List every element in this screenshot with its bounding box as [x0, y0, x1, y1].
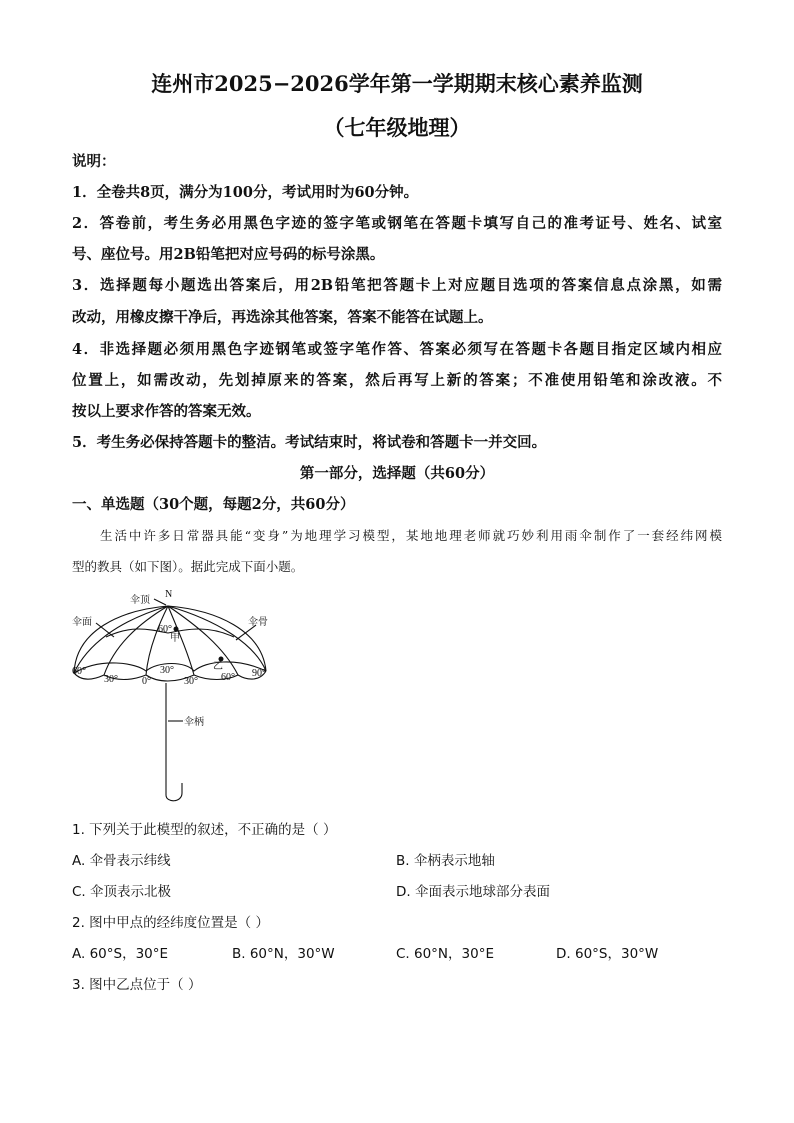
instruction-line: 3．选择题每小题选出答案后，用2B铅笔把答题卡上对应题目选项的答案信息点涂黑，如需	[72, 277, 722, 294]
top-label: 伞顶	[130, 595, 150, 606]
lat30-label: 30°	[160, 665, 174, 676]
question-option: A. 60°S，30°E	[72, 946, 169, 962]
lon-label: 30°	[184, 676, 198, 687]
rib-label: 伞骨	[248, 617, 268, 628]
instruction-line: 5．考生务必保持答题卡的整洁。考试结束时，将试卷和答题卡一并交回。	[72, 434, 547, 451]
instruction-line: 1．全卷共8页，满分为100分，考试用时为60分钟。	[72, 184, 419, 201]
intro-line: 型的教具（如下图）。据此完成下面小题。	[72, 559, 304, 574]
label-leader	[96, 623, 114, 637]
instruction-line: 按以上要求作答的答案无效。	[72, 403, 261, 420]
lon-label: 0°	[142, 676, 151, 687]
instruction-line: 改动，用橡皮擦干净后，再选涂其他答案，答案不能答在试题上。	[72, 309, 493, 326]
section-heading: 一、单选题（30个题，每题2分，共60分）	[72, 496, 355, 513]
umbrella-figure	[66, 585, 286, 805]
part-heading: 第一部分，选择题（共60分）	[299, 465, 495, 482]
intro-line: 生活中许多日常器具能“变身”为地理学习模型，某地地理老师就巧妙利用雨伞制作了一套经纬网模	[100, 528, 722, 543]
question-option: C. 伞顶表示北极	[72, 884, 172, 900]
question-option: D. 伞面表示地球部分表面	[396, 884, 550, 900]
question-option: B. 60°N，30°W	[232, 946, 335, 962]
instructions-heading: 说明：	[72, 153, 116, 170]
exam-subtitle: （七年级地理）	[323, 115, 471, 140]
lon-label: 90°	[252, 668, 266, 679]
question-stem: 3. 图中乙点位于（ ）	[72, 977, 202, 993]
canopy-label: 伞面	[72, 617, 92, 628]
question-stem: 1. 下列关于此模型的叙述，不正确的是（ ）	[72, 822, 337, 838]
lat60-label: 60°	[158, 624, 172, 635]
lon-label: 60°	[72, 666, 86, 677]
question-stem: 2. 图中甲点的经纬度位置是（ ）	[72, 915, 269, 931]
question-option: C. 60°N，30°E	[396, 946, 494, 962]
question-option: A. 伞骨表示纬线	[72, 853, 171, 869]
question-option: D. 60°S，30°W	[556, 946, 659, 962]
jia-label: 甲	[170, 633, 180, 644]
lon-label: 30°	[104, 674, 118, 685]
lon-label: 60°	[221, 672, 235, 683]
instruction-line: 号、座位号。用2B铅笔把对应号码的标号涂黑。	[72, 246, 385, 263]
instruction-line: 2．答卷前，考生务必用黑色字迹的签字笔或钢笔在答题卡填写自己的准考证号、姓名、试室	[72, 215, 722, 232]
point-jia-dot	[174, 627, 179, 632]
handle-label: 伞柄	[184, 717, 204, 728]
instruction-line: 4．非选择题必须用黑色字迹钢笔或签字笔作答、答案必须写在答题卡各题目指定区域内相应	[72, 341, 722, 358]
north-label: N	[165, 589, 173, 600]
yi-label: 乙	[213, 661, 223, 672]
instruction-line: 位置上，如需改动，先划掉原来的答案，然后再写上新的答案；不准使用铅笔和涂改液。不	[72, 372, 722, 389]
question-option: B. 伞柄表示地轴	[396, 853, 495, 869]
umbrella-handle-hook	[166, 780, 182, 801]
exam-title: 连州市2025−2026学年第一学期期末核心素养监测	[151, 71, 643, 96]
